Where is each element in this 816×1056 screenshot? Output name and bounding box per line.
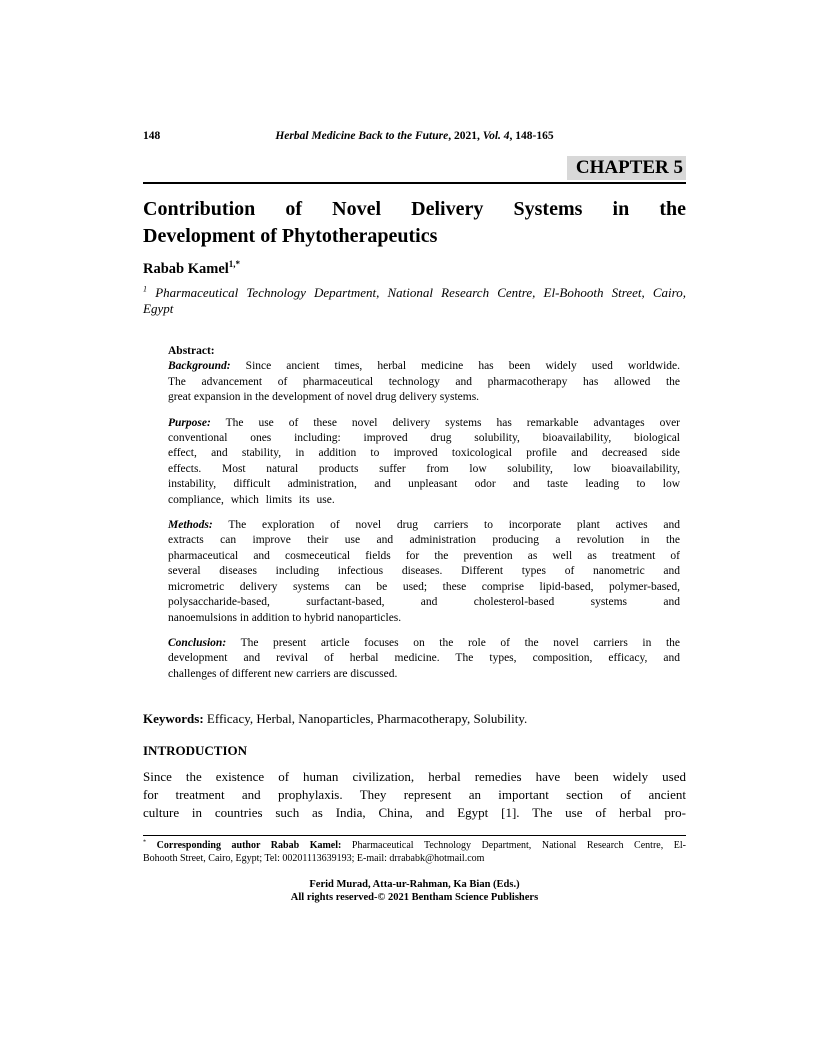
publisher-footer	[143, 878, 686, 904]
background-lead: Background:	[168, 360, 231, 373]
journal-citation	[275, 130, 553, 142]
journal-year: , 2021,	[448, 130, 483, 142]
abstract-section	[143, 344, 686, 682]
purpose-line-6: compliance, which limits its use.	[168, 493, 335, 506]
footnote-marker: *	[143, 838, 147, 846]
footnote-line-2: Bohooth Street, Cairo, Egypt; Tel: 00201113639193; E-mail: drrababk@hotmail.com	[143, 852, 485, 864]
purpose-line-2: conventional ones including: improved drug solubility, bioavailability, biological	[168, 432, 680, 445]
journal-volume: Vol. 4	[482, 130, 510, 142]
purpose-text: The use of these novel delivery systems has remarkable advantages over	[225, 416, 680, 429]
journal-title: Herbal Medicine Back to the Future	[275, 130, 449, 142]
chapter-label: CHAPTER 5	[567, 156, 686, 180]
methods-line-3: pharmaceutical and cosmeceutical fields for the prevention as well as treatment of	[168, 549, 680, 562]
keywords-line	[143, 711, 686, 727]
page-content	[143, 0, 686, 904]
footnote-lead: Corresponding author Rabab Kamel:	[156, 840, 342, 852]
purpose-line-3: effect, and stability, in addition to improved toxicological profile and decreased side	[168, 447, 680, 460]
title-line-2: Development of Phytotherapeutics	[143, 225, 438, 247]
methods-line-2: extracts can improve their use and administration producing a revolution in the	[168, 534, 680, 547]
page-number: 148	[143, 130, 161, 142]
title-line-1: Contribution of Novel Delivery Systems in the	[143, 198, 686, 220]
background-text: Since ancient times, herbal medicine has been widely used worldwide.	[245, 360, 680, 373]
keywords-text: Efficacy, Herbal, Nanoparticles, Pharmacotherapy, Solubility.	[203, 711, 528, 727]
author-line	[143, 260, 686, 278]
page-header	[143, 130, 686, 143]
methods-line-5: micrometric delivery systems can be used; these comprise lipid-based, polymer-based,	[168, 580, 680, 593]
author-name: Rabab Kamel	[143, 261, 229, 277]
footer-editors: Ferid Murad, Atta-ur-Rahman, Ka Bian (Eds.)	[309, 879, 520, 891]
background-line-1	[168, 359, 680, 374]
introduction-line-2: for treatment and prophylaxis. They represent an important section of ancient	[143, 787, 686, 803]
chapter-banner	[143, 156, 686, 184]
abstract-paragraph-conclusion	[168, 636, 680, 682]
abstract-paragraph-purpose	[168, 416, 680, 508]
methods-line-6: polysaccharide-based, surfactant-based, and cholesterol-based systems and	[168, 596, 680, 609]
methods-line-1	[168, 518, 680, 533]
affiliation-text: Pharmaceutical Technology Department, National Research Centre, El-Bohooth Street, Cairo,	[147, 285, 686, 300]
purpose-line-5: instability, difficult administration, and unpleasant odor and taste leading to low	[168, 478, 680, 491]
conclusion-lead: Conclusion:	[168, 636, 227, 649]
purpose-line-1	[168, 416, 680, 431]
methods-text: The exploration of novel drug carriers to incorporate plant actives and	[228, 519, 680, 532]
conclusion-line-1	[168, 636, 680, 651]
conclusion-line-3: challenges of different new carriers are discussed.	[168, 667, 398, 680]
methods-line-7: nanoemulsions in addition to hybrid nanoparticles.	[168, 611, 402, 624]
keywords-label: Keywords:	[143, 711, 204, 727]
abstract-paragraph-background	[168, 344, 680, 406]
affiliation-line-2: Egypt	[143, 300, 174, 316]
introduction-heading: INTRODUCTION	[143, 743, 248, 759]
abstract-paragraph-methods	[168, 518, 680, 626]
footnote-line-1	[143, 840, 686, 853]
methods-line-4: several diseases including infectious diseases. Different types of nanometric and	[168, 565, 680, 578]
footnote-divider	[143, 835, 686, 836]
purpose-line-4: effects. Most natural products suffer from low solubility, low bioavailability,	[168, 462, 680, 475]
abstract-heading: Abstract:	[168, 345, 215, 357]
introduction-paragraph	[143, 768, 686, 822]
background-line-3: great expansion in the development of novel drug delivery systems.	[168, 391, 480, 404]
purpose-lead: Purpose:	[168, 416, 211, 429]
footnote-text: Pharmaceutical Technology Department, National Research Centre, El-	[341, 840, 687, 852]
conclusion-line-2: development and revival of herbal medicine. The types, composition, efficacy, and	[168, 652, 680, 665]
chapter-title	[143, 196, 686, 250]
affiliation-line-1	[143, 285, 686, 301]
author-superscript: 1,*	[228, 259, 241, 270]
introduction-line-1: Since the existence of human civilization, herbal remedies have been widely used	[143, 769, 686, 785]
introduction-line-3: culture in countries such as India, China, and Egypt [1]. The use of herbal pro-	[143, 805, 686, 821]
background-line-2: The advancement of pharmaceutical technology and pharmacotherapy has allowed the	[168, 375, 680, 388]
affiliation	[143, 285, 686, 316]
corresponding-author-footnote	[143, 840, 686, 865]
affiliation-superscript: 1	[143, 284, 148, 294]
conclusion-text: The present article focuses on the role of the novel carriers in the	[240, 636, 680, 649]
footer-rights: All rights reserved-© 2021 Bentham Science Publishers	[290, 892, 539, 904]
journal-pages: , 148-165	[509, 130, 554, 142]
methods-lead: Methods:	[168, 519, 213, 532]
